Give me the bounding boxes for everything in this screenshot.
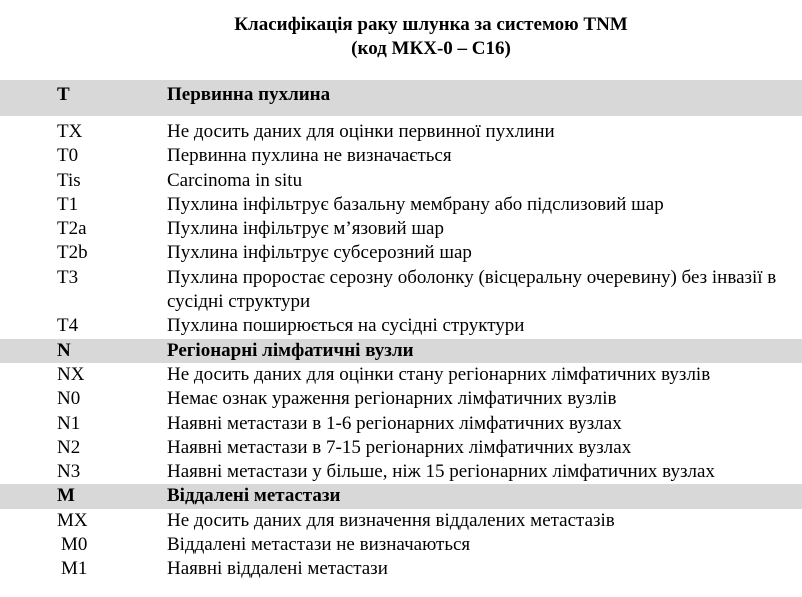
- row-code: M0: [61, 534, 88, 556]
- table-row: [0, 509, 802, 533]
- row-code: T0: [57, 145, 79, 167]
- row-code: N1: [57, 412, 81, 434]
- row-desc: Carcinoma in situ: [167, 169, 303, 191]
- table-row: [0, 241, 802, 265]
- table-row: [0, 266, 802, 315]
- row-code: T4: [57, 315, 79, 337]
- table-row: [0, 412, 802, 436]
- section-header-n: [0, 339, 802, 363]
- row-code: NX: [57, 363, 85, 385]
- table-row: [0, 387, 802, 411]
- section-header-t: [0, 80, 802, 116]
- section-code: M: [57, 485, 75, 507]
- row-desc: Віддалені метастази не визначаються: [167, 534, 471, 556]
- table-row: [0, 557, 802, 581]
- row-desc: Первинна пухлина не визначається: [167, 145, 452, 167]
- row-desc: Наявні метастази у більше, ніж 15 регіонарних лімфатичних вузлах: [167, 461, 715, 483]
- row-code: N2: [57, 436, 81, 458]
- table-row: [0, 144, 802, 168]
- table-row: [0, 217, 802, 241]
- row-desc: Наявні метастази в 7-15 регіонарних лімфатичних вузлах: [167, 436, 632, 458]
- section-header-m: [0, 484, 802, 508]
- row-code: T2b: [57, 242, 88, 264]
- row-desc: Немає ознак ураження регіонарних лімфатичних вузлів: [167, 388, 617, 410]
- row-desc: Пухлина інфільтрує базальну мембрану або підслизовий шар: [167, 193, 664, 215]
- table-row: [0, 460, 802, 484]
- table-row: [0, 120, 802, 144]
- section-label: Віддалені метастази: [167, 485, 341, 507]
- row-desc: Пухлина поширюється на сусідні структури: [167, 315, 525, 337]
- section-label: Первинна пухлина: [167, 84, 331, 105]
- table-row: [0, 169, 802, 193]
- row-code: N0: [57, 388, 81, 410]
- table-row: [0, 533, 802, 557]
- row-code: T3: [57, 266, 79, 288]
- title-line-1: Класифікація раку шлунка за системою TNM: [234, 14, 628, 35]
- row-code: T1: [57, 193, 79, 215]
- section-code: T: [57, 84, 70, 105]
- row-code: T2a: [57, 218, 87, 240]
- row-code: Tis: [57, 169, 81, 191]
- row-desc: Не досить даних для оцінки первинної пухлини: [167, 121, 555, 142]
- row-desc: Не досить даних для оцінки стану регіонарних лімфатичних вузлів: [167, 363, 711, 385]
- row-code: M1: [61, 558, 88, 580]
- tnm-table: [0, 80, 802, 582]
- table-row: [0, 193, 802, 217]
- section-label: Регіонарні лімфатичні вузли: [167, 339, 414, 361]
- row-desc: Пухлина інфільтрує субсерозний шар: [167, 242, 472, 264]
- row-desc: Не досить даних для визначення віддалених метастазів: [167, 509, 615, 531]
- row-code: N3: [57, 461, 81, 483]
- row-desc: Наявні метастази в 1-6 регіонарних лімфатичних вузлах: [167, 412, 622, 434]
- table-row: [0, 436, 802, 460]
- title-line-2: (код МКХ-0 – С16): [351, 38, 511, 59]
- row-code: TX: [57, 121, 83, 142]
- row-desc: Пухлина інфільтрує м’язовий шар: [167, 218, 444, 240]
- row-desc: Пухлина проростає серозну оболонку (вісцеральну очеревину) без інвазії в сусідні структури: [167, 266, 777, 313]
- table-row: [0, 363, 802, 387]
- table-row: [0, 314, 802, 338]
- document-title: [0, 13, 802, 61]
- section-code: N: [57, 339, 71, 361]
- row-desc: Наявні віддалені метастази: [167, 558, 388, 580]
- row-code: MX: [57, 509, 88, 531]
